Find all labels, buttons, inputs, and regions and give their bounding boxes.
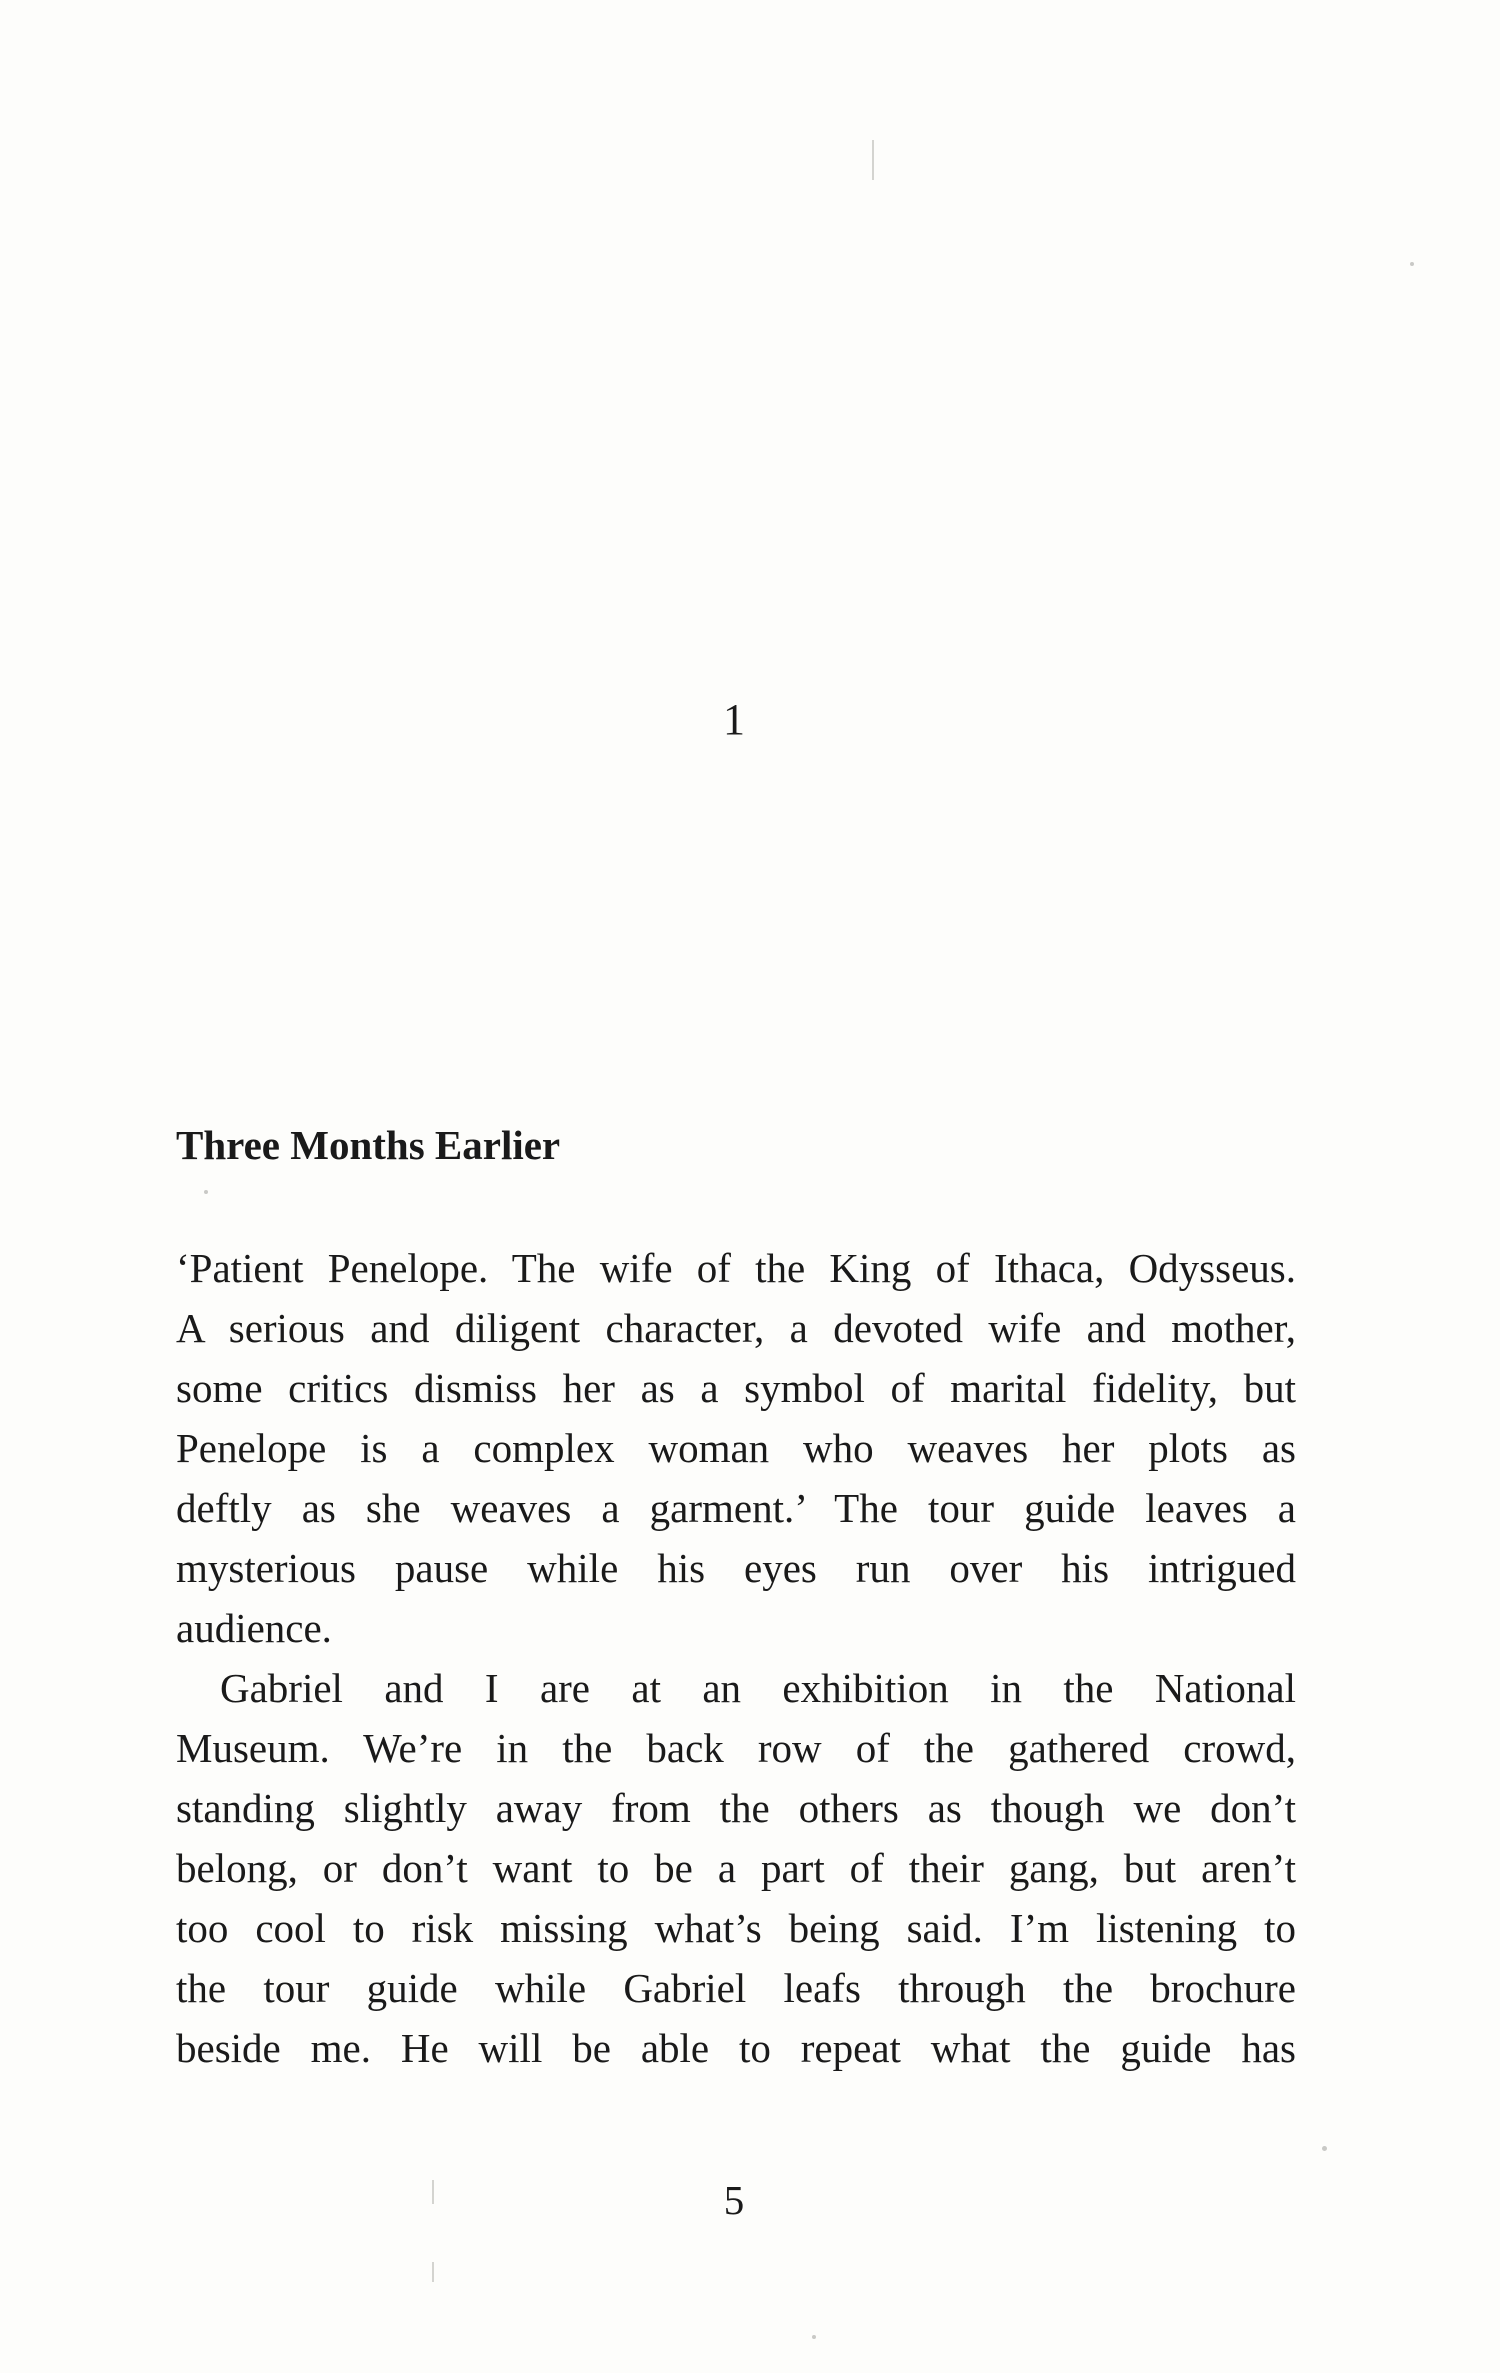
- text-line: standing slightly away from the others as though we don’t: [176, 1785, 1296, 1831]
- scan-speck: [1322, 2146, 1327, 2151]
- text-line: beside me. He will be able to repeat what the guide has: [176, 2025, 1296, 2071]
- text-line: too cool to risk missing what’s being said. I’m listening to: [176, 1905, 1296, 1951]
- body-text: [176, 1238, 1296, 2078]
- text-line: the tour guide while Gabriel leafs through the brochure: [176, 1965, 1296, 2011]
- scan-speck: [1410, 262, 1414, 266]
- scan-speck: [204, 1190, 208, 1194]
- chapter-number: 1: [723, 695, 745, 744]
- paragraph: [176, 1658, 1296, 2078]
- scan-speck: [812, 2335, 816, 2339]
- text-line: Penelope is a complex woman who weaves her plots as: [176, 1425, 1296, 1471]
- text-line: belong, or don’t want to be a part of their gang, but aren’t: [176, 1845, 1296, 1891]
- text-line: A serious and diligent character, a devoted wife and mother,: [176, 1305, 1296, 1351]
- text-line: Museum. We’re in the back row of the gathered crowd,: [176, 1725, 1296, 1771]
- scan-mark: [872, 140, 874, 180]
- text-line: some critics dismiss her as a symbol of marital fidelity, but: [176, 1365, 1296, 1411]
- scan-mark: [432, 2262, 434, 2282]
- text-line: Gabriel and I are at an exhibition in the National: [220, 1665, 1296, 1711]
- page-number: 5: [723, 2177, 745, 2223]
- text-line: ‘Patient Penelope. The wife of the King of Ithaca, Odysseus.: [176, 1245, 1296, 1291]
- text-line: mysterious pause while his eyes run over his intrigued: [176, 1545, 1296, 1591]
- text-line: audience.: [176, 1605, 332, 1651]
- paragraph: [176, 1238, 1296, 1658]
- text-line: deftly as she weaves a garment.’ The tour guide leaves a: [176, 1485, 1296, 1531]
- section-heading: Three Months Earlier: [176, 1122, 561, 1168]
